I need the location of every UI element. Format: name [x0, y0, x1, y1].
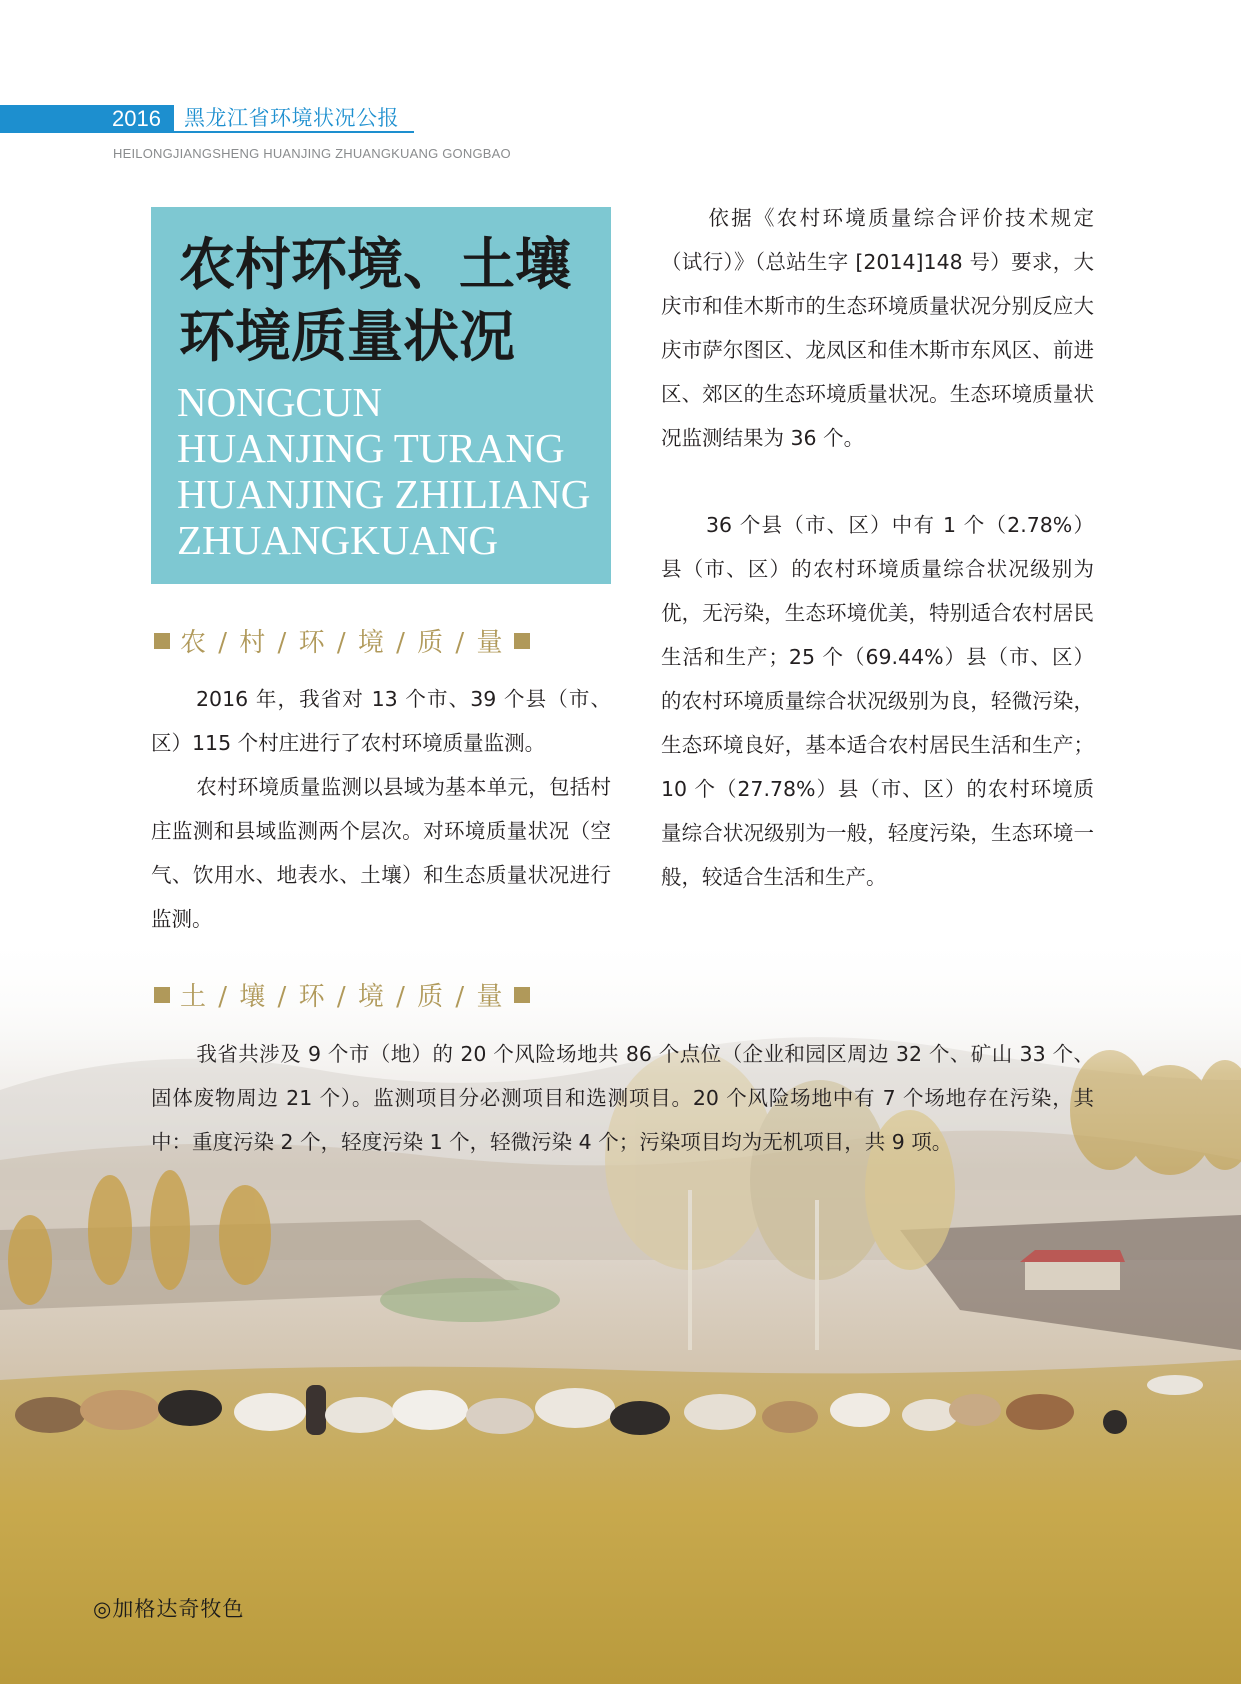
heading-square-icon [514, 633, 530, 649]
heading-square-icon [514, 987, 530, 1003]
header-subtitle: HEILONGJIANGSHENG HUANJING ZHUANGKUANG GONGBAO [113, 146, 511, 161]
paragraph: 2016 年，我省对 13 个市、39 个县（市、区）115 个村庄进行了农村环境质量监测。 [151, 687, 611, 755]
title-chinese [179, 229, 571, 373]
paragraph: 依据《农村环境质量综合评价技术规定（试行）》（总站生字 [2014]148 号）要求，大庆市和佳木斯市的生态环境质量状况分别反应大庆市萨尔图区、龙凤区和佳木斯市东风区、前进区、郊区的生态环境质量状况。生态环境质量状况监测结果为 36 个。 [661, 206, 1094, 450]
section-heading-text: 土 / 壤 / 环 / 境 / 质 / 量 [180, 982, 505, 1012]
header-underline [174, 131, 414, 133]
paragraph: 36 个县（市、区）中有 1 个（2.78%）县（市、区）的农村环境质量综合状况级别为优，无污染，生态环境优美，特别适合农村居民生活和生产；25 个（69.44%）县（市、区）的农村环境质量综合状况级别为良，轻微污染，生态环境良好，基本适合农村居民生活和生产；10 个（27.78%）县（市、区）的农村环境质量综合状况级别为一般，轻度污染，生态环境一般，较适合生活和生产。 [661, 513, 1094, 889]
heading-square-icon [154, 633, 170, 649]
section-heading-text: 农 / 村 / 环 / 境 / 质 / 量 [180, 628, 505, 658]
paragraph: 我省共涉及 9 个市（地）的 20 个风险场地共 86 个点位（企业和园区周边 32 个、矿山 33 个、固体废物周边 21 个）。监测项目分必测项目和选测项目。20 个风险场地中有 7 个场地存在污染，其中：重度污染 2 个，轻度污染 1 个，轻微污染 4 个；污染项目均为无机项目，共 9 项。 [151, 1042, 1094, 1154]
section-heading-rural [154, 622, 530, 659]
title-en-line-4: ZHUANGKUANG [177, 517, 499, 563]
header-title: 黑龙江省环境状况公报 [184, 106, 399, 130]
header-year: 2016 [112, 106, 161, 131]
heading-square-icon [154, 987, 170, 1003]
title-en-line-1: NONGCUN [177, 379, 382, 425]
title-en-line-2: HUANJING TURANG [177, 425, 565, 471]
section-heading-soil [154, 976, 530, 1013]
photo-credit: ◎加格达奇牧色 [93, 1597, 245, 1621]
title-box [151, 207, 611, 584]
title-cn-line-2: 环境质量状况 [179, 304, 515, 370]
paragraph: 农村环境质量监测以县域为基本单元，包括村庄监测和县域监测两个层次。对环境质量状况（空气、饮用水、地表水、土壤）和生态质量状况进行监测。 [151, 775, 611, 931]
title-cn-line-1: 农村环境、土壤 [179, 232, 571, 298]
title-pinyin [177, 379, 590, 563]
title-en-line-3: HUANJING ZHILIANG [177, 471, 591, 517]
